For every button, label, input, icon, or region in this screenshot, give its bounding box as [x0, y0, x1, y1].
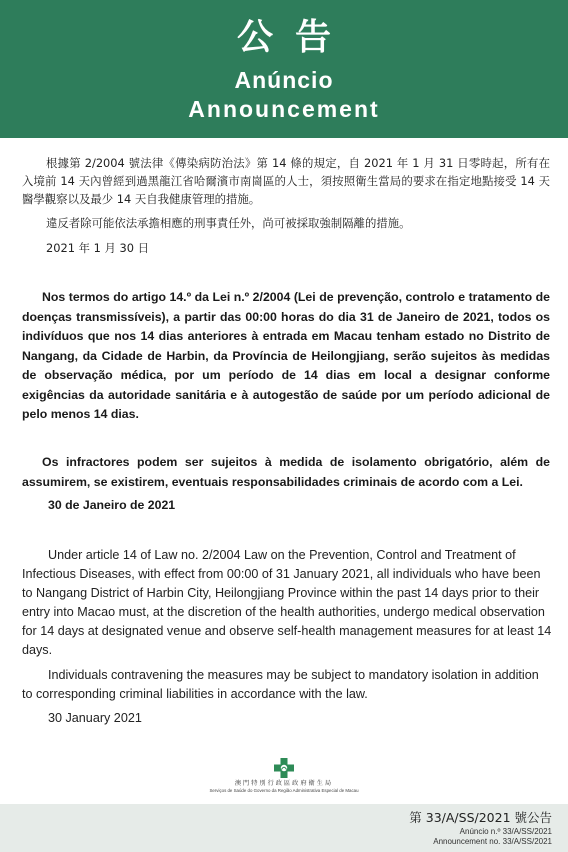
logo-name-chinese: 澳門特別行政區政府衛生局 [234, 780, 334, 787]
portuguese-paragraph-2: Os infractores podem ser sujeitos à medida de isolamento obrigatório, além de assumirem, se existirem, eventuais responsabilidades criminais de acordo com a Lei. [22, 455, 550, 489]
logo-name-portuguese: Serviços de Saúde do Governo da Região Administrativa Especial de Macau [209, 788, 359, 793]
announcement-header [0, 0, 568, 138]
english-paragraph-1: Under article 14 of Law no. 2/2004 Law on the Prevention, Control and Treatment of Infectious Diseases, with effect from 00:00 of 31 January 2021, all individuals who have been to Nangang District of Harbin City, Heilongjiang Province within the past 14 days prior to their entry into Macao must, at the discretion of the health authorities, undergo medical observation for 14 days at designated venue and observe self-health management measures for at least 14 days. [22, 548, 552, 657]
chinese-paragraph-1: 根據第 2/2004 號法律《傳染病防治法》第 14 條的規定，自 2021 年 1 月 31 日零時起，所有在入境前 14 天內曾經到過黑龍江省哈爾濱市南崗區的人士，須按照衛生當局的要求在指定地點接受 14 天醫學觀察以及最少 14 天自我健康管理的措施。 [22, 156, 550, 206]
title-portuguese: Anúncio [234, 67, 334, 93]
english-paragraph-2: Individuals contravening the measures may be subject to mandatory isolation in addition to corresponding criminal liabilities in accordance with the law. [22, 668, 539, 701]
announcement-number-portuguese: Anúncio n.º 33/A/SS/2021 [459, 827, 552, 836]
portuguese-date: 30 de Janeiro de 2021 [48, 498, 176, 512]
english-date: 30 January 2021 [48, 711, 142, 725]
chinese-paragraph-2: 違反者除可能依法承擔相應的刑事責任外，尚可被採取強制隔離的措施。 [46, 216, 411, 230]
announcement-footer [0, 804, 568, 852]
chinese-date: 2021 年 1 月 30 日 [46, 241, 150, 255]
announcement-number-english: Announcement no. 33/A/SS/2021 [433, 837, 552, 846]
health-bureau-emblem-icon [271, 757, 297, 779]
health-bureau-logo [0, 757, 568, 801]
portuguese-paragraph-1: Nos termos do artigo 14.º da Lei n.º 2/2004 (Lei de prevenção, controlo e tratamento de doenças transmissíveis), a partir das 00:00 horas do dia 31 de Janeiro de 2021, todos os indivíduos que nos 14 dias anteriores à entrada em Macau tenham estado no Distrito de Nangang, da Cidade de Harbin, da Província de Heilongjiang, serão sujeitos às medidas de observação médica, por um período de 14 dias em local a designar conforme exigências da autoridade sanitária e à autogestão de saúde por um período adicional de pelo menos 14 dias. [22, 290, 550, 421]
title-english: Announcement [188, 96, 380, 122]
title-chinese: 公告 [236, 17, 353, 58]
announcement-number-chinese: 第 33/A/SS/2021 號公告 [409, 810, 552, 825]
